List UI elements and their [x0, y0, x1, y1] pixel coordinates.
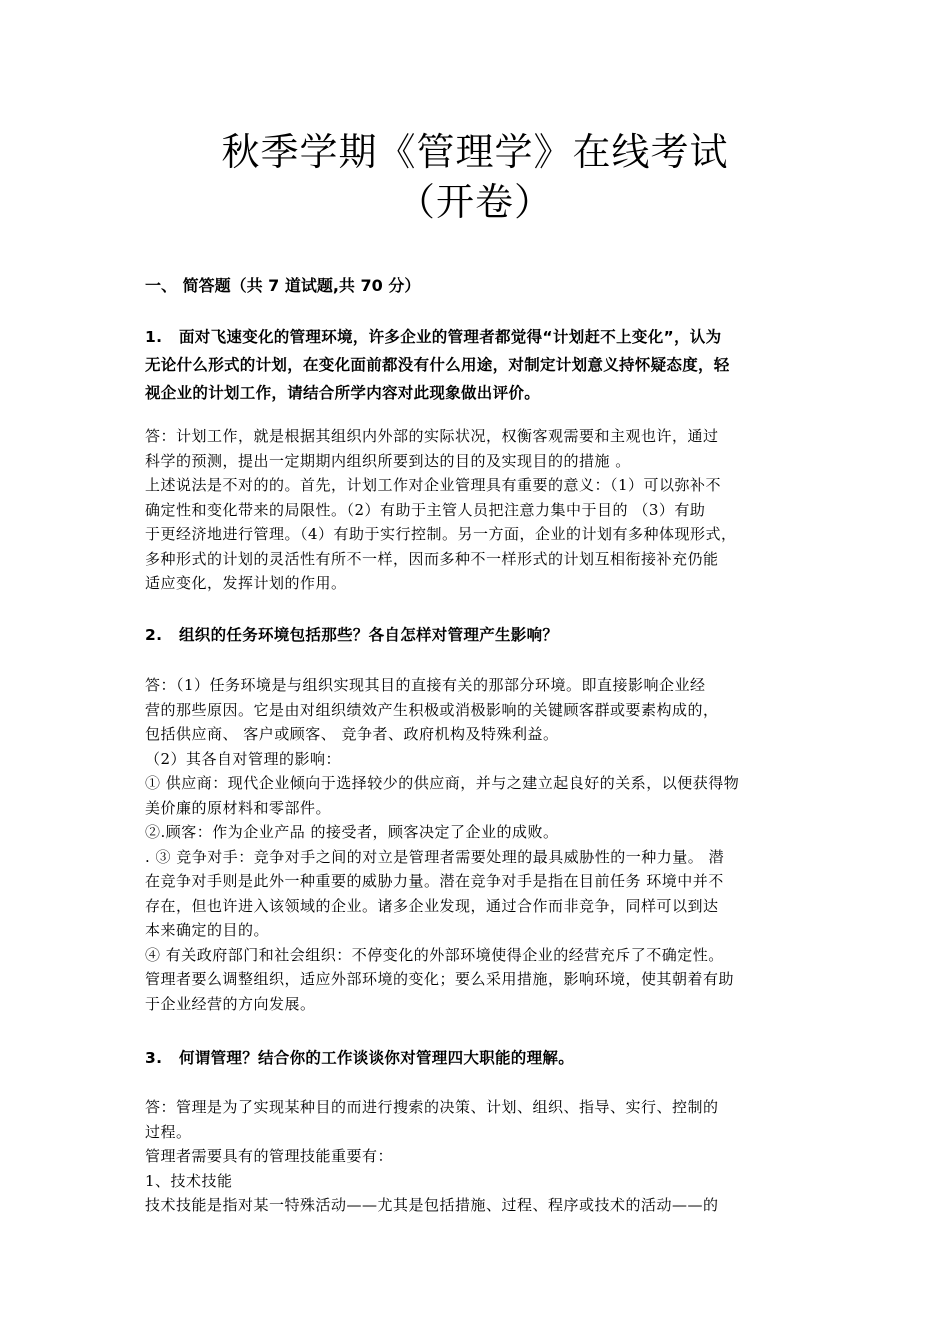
- answer-line: （2）其各自对管理的影响：: [145, 749, 342, 768]
- answer-line: 答：管理是为了实现某种目的而进行搜索的决策、计划、组织、指导、实行、控制的: [145, 1098, 719, 1116]
- question-line: 3. 何谓管理？结合你的工作谈谈你对管理四大职能的理解。: [145, 1044, 807, 1072]
- answer-line: ① 供应商：现代企业倾向于选择较少的供应商，并与之建立起良好的关系，以便获得物: [145, 774, 740, 792]
- answer-line: 技术技能是指对某一特殊活动——尤其是包括措施、过程、程序或技术的活动——的: [145, 1196, 719, 1214]
- answer-line: 适应变化，发挥计划的作用。: [145, 574, 347, 592]
- answer-line: 存在，但也许进入该领域的企业。诸多企业发现，通过合作而非竞争，同样可以到达: [145, 896, 719, 915]
- answer-line: 营的那些原因。它是由对组织绩效产生积极或消极影响的关键顾客群或要素构成的，: [145, 700, 719, 719]
- answer-3: [145, 1095, 807, 1218]
- answer-line: . ③ 竞争对手：竞争对手之间的对立是管理者需要处理的最具威胁性的一种力量。 潜: [145, 847, 725, 866]
- question-line: 视企业的计划工作，请结合所学内容对此现象做出评价。: [145, 384, 541, 402]
- question-1: [145, 323, 807, 407]
- answer-line: 包括供应商、 客户或顾客、 竞争者、政府机构及特殊利益。: [145, 725, 559, 743]
- answer-1: [145, 424, 807, 596]
- answer-line: 科学的预测，提出一定期期内组织所要到达的目的及实现目的的措施 。: [145, 451, 631, 470]
- question-number: 1.: [145, 328, 163, 346]
- answer-line: ②.顾客：作为企业产品 的接受者，顾客决定了企业的成败。: [145, 823, 559, 841]
- answer-2: [145, 673, 807, 1016]
- answer-line: ④ 有关政府部门和社会组织：不停变化的外部环境使得企业的经营充斥了不确定性。: [145, 945, 724, 964]
- answer-line: 上述说法是不对的的。首先，计划工作对企业管理具有重要的意义：（1）可以弥补不: [145, 476, 722, 494]
- answer-line: 管理者需要具有的管理技能重要有：: [145, 1147, 394, 1165]
- answer-line: 美价廉的原材料和零部件。: [145, 798, 332, 817]
- answer-line: 于企业经营的方向发展。: [145, 994, 316, 1013]
- document-subtitle: （开卷）: [396, 180, 553, 224]
- answer-line: 过程。: [145, 1122, 192, 1141]
- answer-line: 管理者要么调整组织，适应外部环境的变化；要么采用措施，影响环境，使其朝着有助: [145, 970, 735, 988]
- answer-line: 答：（1）任务环境是与组织实现其目的直接有关的那部分环境。即直接影响企业经: [145, 676, 706, 694]
- answer-line: 确定性和变化带来的局限性。（2）有助于主管人员把注意力集中于目的 （3）有助: [145, 500, 706, 519]
- question-number: 3.: [145, 1049, 163, 1067]
- question-line: 1. 面对飞速变化的管理环境，许多企业的管理者都觉得“计划赶不上变化”，认为: [145, 323, 807, 351]
- question-3: [145, 1044, 807, 1072]
- question-number: 2.: [145, 626, 163, 644]
- document-title: 秋季学期《管理学》在线考试: [221, 130, 729, 174]
- answer-line: 答：计划工作，就是根据其组织内外部的实际状况，权衡客观需要和主观也许，通过: [145, 427, 719, 445]
- section-heading: 一、 简答题（共 7 道试题,共 70 分）: [145, 276, 421, 295]
- answer-line: 1、技术技能: [145, 1171, 233, 1190]
- question-line: 无论什么形式的计划，在变化面前都没有什么用途，对制定计划意义持怀疑态度，轻: [145, 356, 730, 374]
- question-2: [145, 621, 807, 649]
- question-line: 2. 组织的任务环境包括那些？各自怎样对管理产生影响？: [145, 621, 807, 649]
- answer-line: 本来确定的目的。: [145, 921, 270, 939]
- answer-line: 多种形式的计划的灵活性有所不一样，因而多种不一样形式的计划互相衔接补充仍能: [145, 549, 719, 568]
- answer-line: 于更经济地进行管理。（4）有助于实行控制。另一方面，企业的计划有多种体现形式，: [145, 525, 737, 543]
- answer-line: 在竞争对手则是此外一种重要的威胁力量。潜在竞争对手是指在目前任务 环境中并不: [145, 872, 724, 890]
